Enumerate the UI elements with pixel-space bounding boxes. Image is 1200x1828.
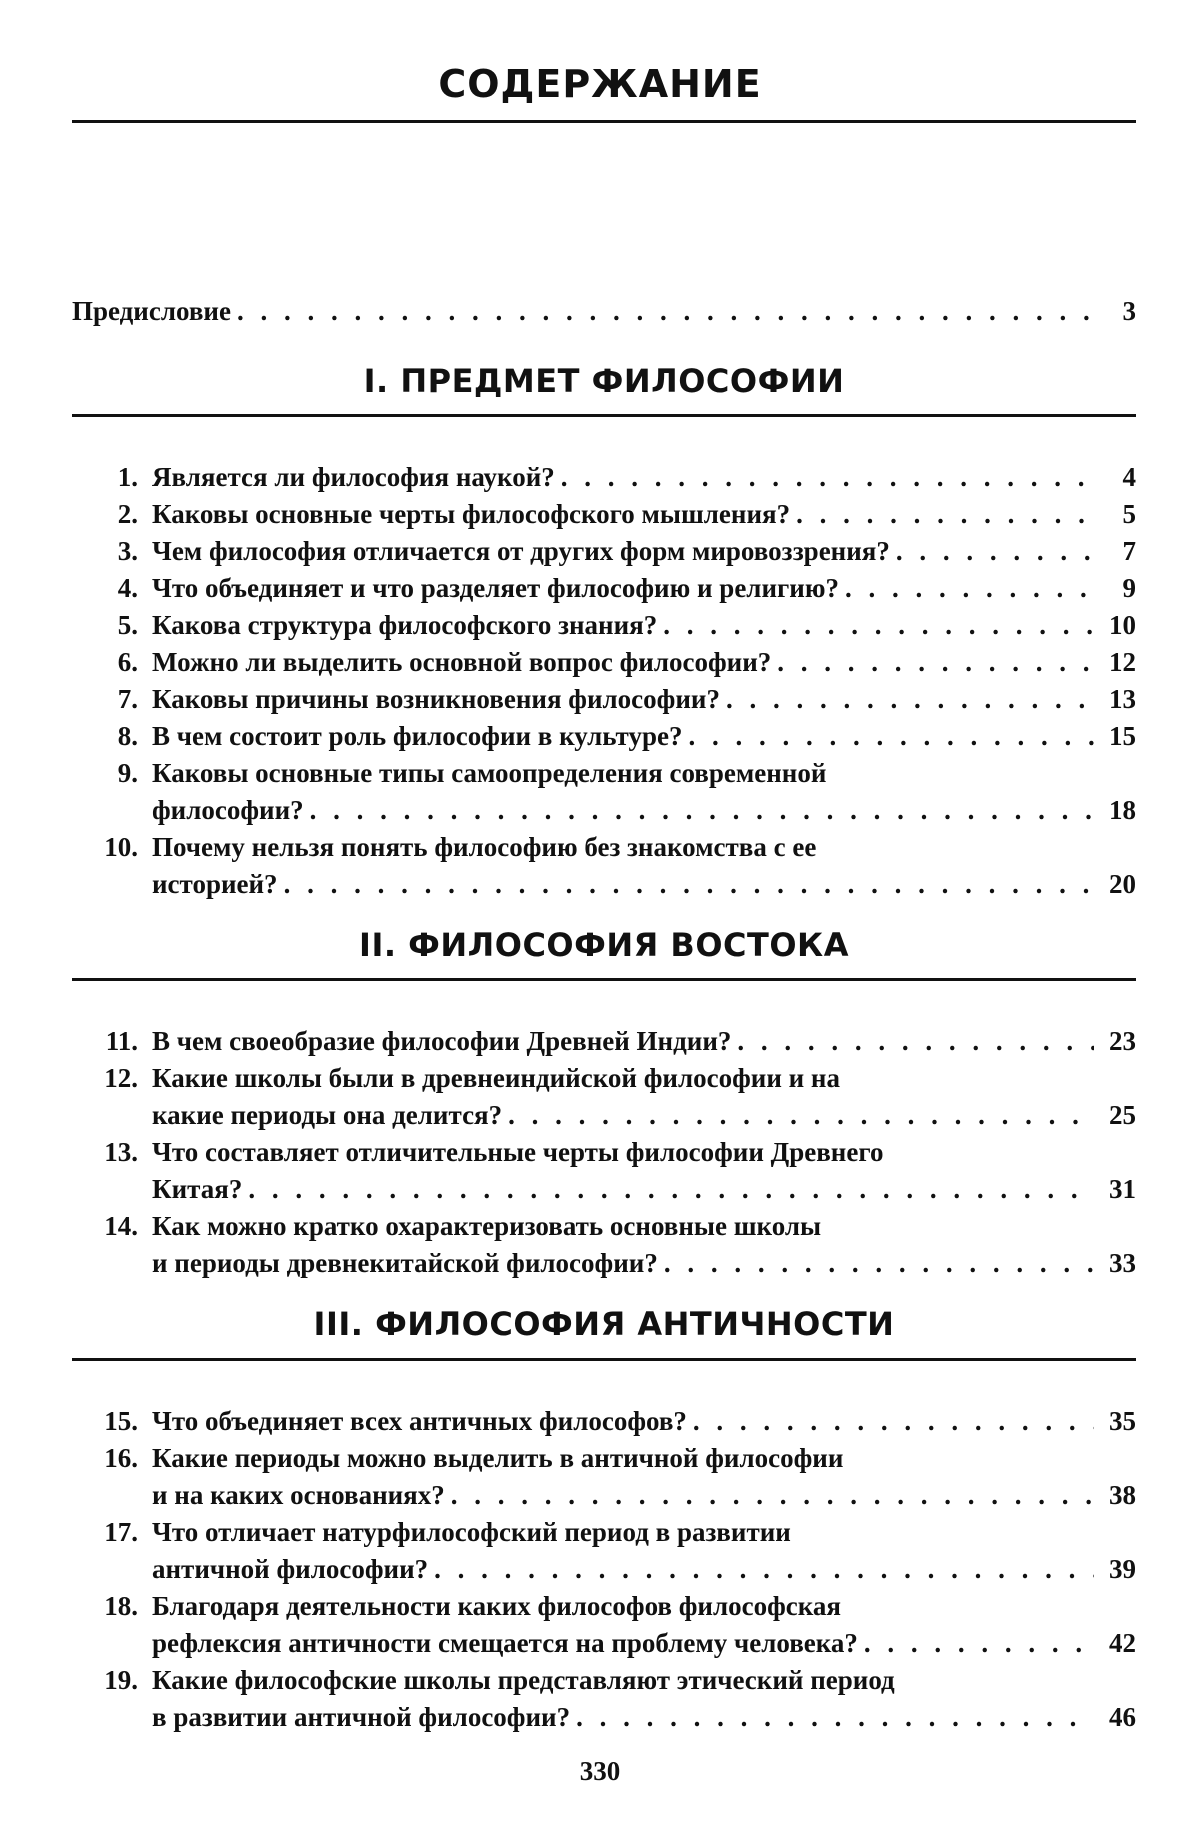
toc-entry-page: 33 <box>1109 1248 1136 1278</box>
toc-entry-text: античной философии? <box>152 1554 429 1584</box>
toc-leader-dots <box>248 1174 1094 1205</box>
page-number: 330 <box>579 1756 621 1786</box>
toc-entry-number: 18. <box>104 1591 138 1621</box>
toc-entry-page: 46 <box>1109 1702 1136 1732</box>
toc-entry-text: Что объединяет всех античных философов? <box>152 1406 687 1436</box>
toc-entry-page: 10 <box>1109 610 1136 640</box>
toc-entry-text: В чем состоит роль философии в культуре? <box>152 721 683 751</box>
toc-entry-number: 8. <box>117 721 138 751</box>
toc-entry-page: 9 <box>1122 573 1136 603</box>
toc-entry-number: 12. <box>104 1063 138 1093</box>
toc-leader-dots <box>777 647 1094 678</box>
toc-leader-dots <box>508 1100 1094 1131</box>
toc-entry-text: Благодаря деятельности каких философов философская <box>152 1591 842 1621</box>
toc-entry-number: 7. <box>117 684 138 714</box>
toc-entry-line[interactable] <box>72 1211 1136 1249</box>
toc-entry-line[interactable] <box>72 758 1136 796</box>
toc-entry-text: и на каких основаниях? <box>152 1480 445 1510</box>
toc-entry-line[interactable] <box>72 1406 1136 1444</box>
toc-entry-text: В чем своеобразие философии Древней Индии? <box>152 1026 732 1056</box>
toc-entry-line[interactable] <box>72 1702 1136 1740</box>
toc-entry-text: Китая? <box>152 1174 243 1204</box>
toc-entry-line[interactable] <box>72 1100 1136 1138</box>
toc-entry-text: в развитии античной философии? <box>152 1702 571 1732</box>
toc-entry-line[interactable] <box>72 536 1136 574</box>
toc-entry-number: 16. <box>104 1443 138 1473</box>
toc-entry-line[interactable] <box>72 1174 1136 1212</box>
title-rule <box>72 120 1136 123</box>
toc-entry-text: Каковы причины возникновения философии? <box>152 684 720 714</box>
toc-entry-number: 17. <box>104 1517 138 1547</box>
toc-entry-page: 13 <box>1109 684 1136 714</box>
toc-entry-page: 5 <box>1122 499 1136 529</box>
toc-entry-text: Предисловие <box>72 296 231 326</box>
toc-entry-preface[interactable] <box>72 296 1136 334</box>
toc-entry-page: 39 <box>1109 1554 1136 1584</box>
section-title: III. ФИЛОСОФИЯ АНТИЧНОСТИ <box>313 1305 895 1343</box>
toc-entry-page: 31 <box>1109 1174 1136 1204</box>
toc-entry-line[interactable] <box>72 1480 1136 1518</box>
toc-entry-line[interactable] <box>72 1137 1136 1175</box>
toc-entry-line[interactable] <box>72 721 1136 759</box>
toc-leader-dots <box>845 573 1094 604</box>
toc-entry-line[interactable] <box>72 795 1136 833</box>
toc-entry-text: Чем философия отличается от других форм мировоззрения? <box>152 536 890 566</box>
toc-entry-text: Какие школы были в древнеиндийской философии и на <box>152 1063 840 1093</box>
toc-entry-number: 9. <box>117 758 138 788</box>
toc-leader-dots <box>451 1480 1094 1511</box>
toc-entry-text: Какие периоды можно выделить в античной философии <box>152 1443 844 1473</box>
section-title: I. ПРЕДМЕТ ФИЛОСОФИИ <box>363 362 845 400</box>
toc-entry-text: Какие философские школы представляют этический период <box>152 1665 895 1695</box>
toc-entry-number: 2. <box>117 499 138 529</box>
section-rule <box>72 978 1136 981</box>
page-title: СОДЕРЖАНИЕ <box>438 62 762 106</box>
toc-entry-line[interactable] <box>72 1517 1136 1555</box>
toc-entry-line[interactable] <box>72 1665 1136 1703</box>
toc-entry-page: 12 <box>1109 647 1136 677</box>
toc-entry-number: 15. <box>104 1406 138 1436</box>
toc-leader-dots <box>663 610 1094 641</box>
toc-entry-page: 38 <box>1109 1480 1136 1510</box>
toc-entry-line[interactable] <box>72 1026 1136 1064</box>
toc-entry-line[interactable] <box>72 1248 1136 1286</box>
toc-entry-text: Можно ли выделить основной вопрос философии? <box>152 647 772 677</box>
toc-entry-page: 4 <box>1122 462 1136 492</box>
toc-entry-line[interactable] <box>72 1628 1136 1666</box>
toc-entry-line[interactable] <box>72 832 1136 870</box>
toc-entry-page: 18 <box>1109 795 1136 825</box>
toc-entry-page: 3 <box>1122 296 1136 326</box>
toc-entry-line[interactable] <box>72 573 1136 611</box>
toc-leader-dots <box>693 1406 1094 1437</box>
toc-leader-dots <box>796 499 1094 530</box>
toc-leader-dots <box>310 795 1094 826</box>
toc-entry-number: 6. <box>117 647 138 677</box>
toc-entry-text: Почему нельзя понять философию без знакомства с ее <box>152 832 817 862</box>
toc-entry-number: 1. <box>117 462 138 492</box>
toc-entry-line[interactable] <box>72 869 1136 907</box>
toc-leader-dots <box>576 1702 1094 1733</box>
toc-entry-number: 10. <box>104 832 138 862</box>
toc-entry-number: 3. <box>117 536 138 566</box>
toc-leader-dots <box>284 869 1094 900</box>
toc-entry-text: Является ли философия наукой? <box>152 462 555 492</box>
toc-entry-page: 35 <box>1109 1406 1136 1436</box>
toc-entry-text: Каковы основные типы самоопределения современной <box>152 758 827 788</box>
toc-entry-line[interactable] <box>72 1591 1136 1629</box>
toc-entry-number: 4. <box>117 573 138 603</box>
toc-leader-dots <box>561 462 1094 493</box>
toc-leader-dots <box>737 1026 1094 1057</box>
toc-entry-page: 7 <box>1122 536 1136 566</box>
toc-leader-dots <box>664 1248 1094 1279</box>
toc-entry-text: какие периоды она делится? <box>152 1100 503 1130</box>
section-rule <box>72 1358 1136 1361</box>
toc-entry-number: 5. <box>117 610 138 640</box>
toc-entry-text: Каковы основные черты философского мышления? <box>152 499 791 529</box>
toc-entry-number: 13. <box>104 1137 138 1167</box>
toc-entry-page: 23 <box>1109 1026 1136 1056</box>
toc-entry-line[interactable] <box>72 499 1136 537</box>
toc-entry-page: 15 <box>1109 721 1136 751</box>
toc-leader-dots <box>237 296 1094 327</box>
toc-entry-text: Как можно кратко охарактеризовать основные школы <box>152 1211 822 1241</box>
toc-entry-line[interactable] <box>72 462 1136 500</box>
toc-entry-line[interactable] <box>72 1443 1136 1481</box>
section-rule <box>72 414 1136 417</box>
toc-entry-page: 20 <box>1109 869 1136 899</box>
toc-entry-line[interactable] <box>72 684 1136 722</box>
toc-entry-line[interactable] <box>72 647 1136 685</box>
toc-entry-text: Что составляет отличительные черты философии Древнего <box>152 1137 884 1167</box>
toc-leader-dots <box>864 1628 1094 1659</box>
toc-entry-page: 25 <box>1109 1100 1136 1130</box>
toc-entry-text: философии? <box>152 795 304 825</box>
toc-entry-text: рефлексия античности смещается на проблему человека? <box>152 1628 858 1658</box>
toc-leader-dots <box>434 1554 1094 1585</box>
toc-entry-number: 19. <box>104 1665 138 1695</box>
toc-entry-line[interactable] <box>72 1063 1136 1101</box>
toc-entry-number: 14. <box>104 1211 138 1241</box>
toc-entry-text: историей? <box>152 869 278 899</box>
toc-entry-number: 11. <box>105 1026 138 1056</box>
toc-entry-text: Что объединяет и что разделяет философию и религию? <box>152 573 839 603</box>
toc-entry-text: Какова структура философского знания? <box>152 610 658 640</box>
toc-entry-line[interactable] <box>72 610 1136 648</box>
toc-entry-text: Что отличает натурфилософский период в развитии <box>152 1517 791 1547</box>
toc-leader-dots <box>726 684 1094 715</box>
toc-entry-text: и периоды древнекитайской философии? <box>152 1248 658 1278</box>
section-title: II. ФИЛОСОФИЯ ВОСТОКА <box>359 926 849 964</box>
toc-leader-dots <box>688 721 1094 752</box>
toc-leader-dots <box>896 536 1094 567</box>
toc-entry-page: 42 <box>1109 1628 1136 1658</box>
toc-entry-line[interactable] <box>72 1554 1136 1592</box>
